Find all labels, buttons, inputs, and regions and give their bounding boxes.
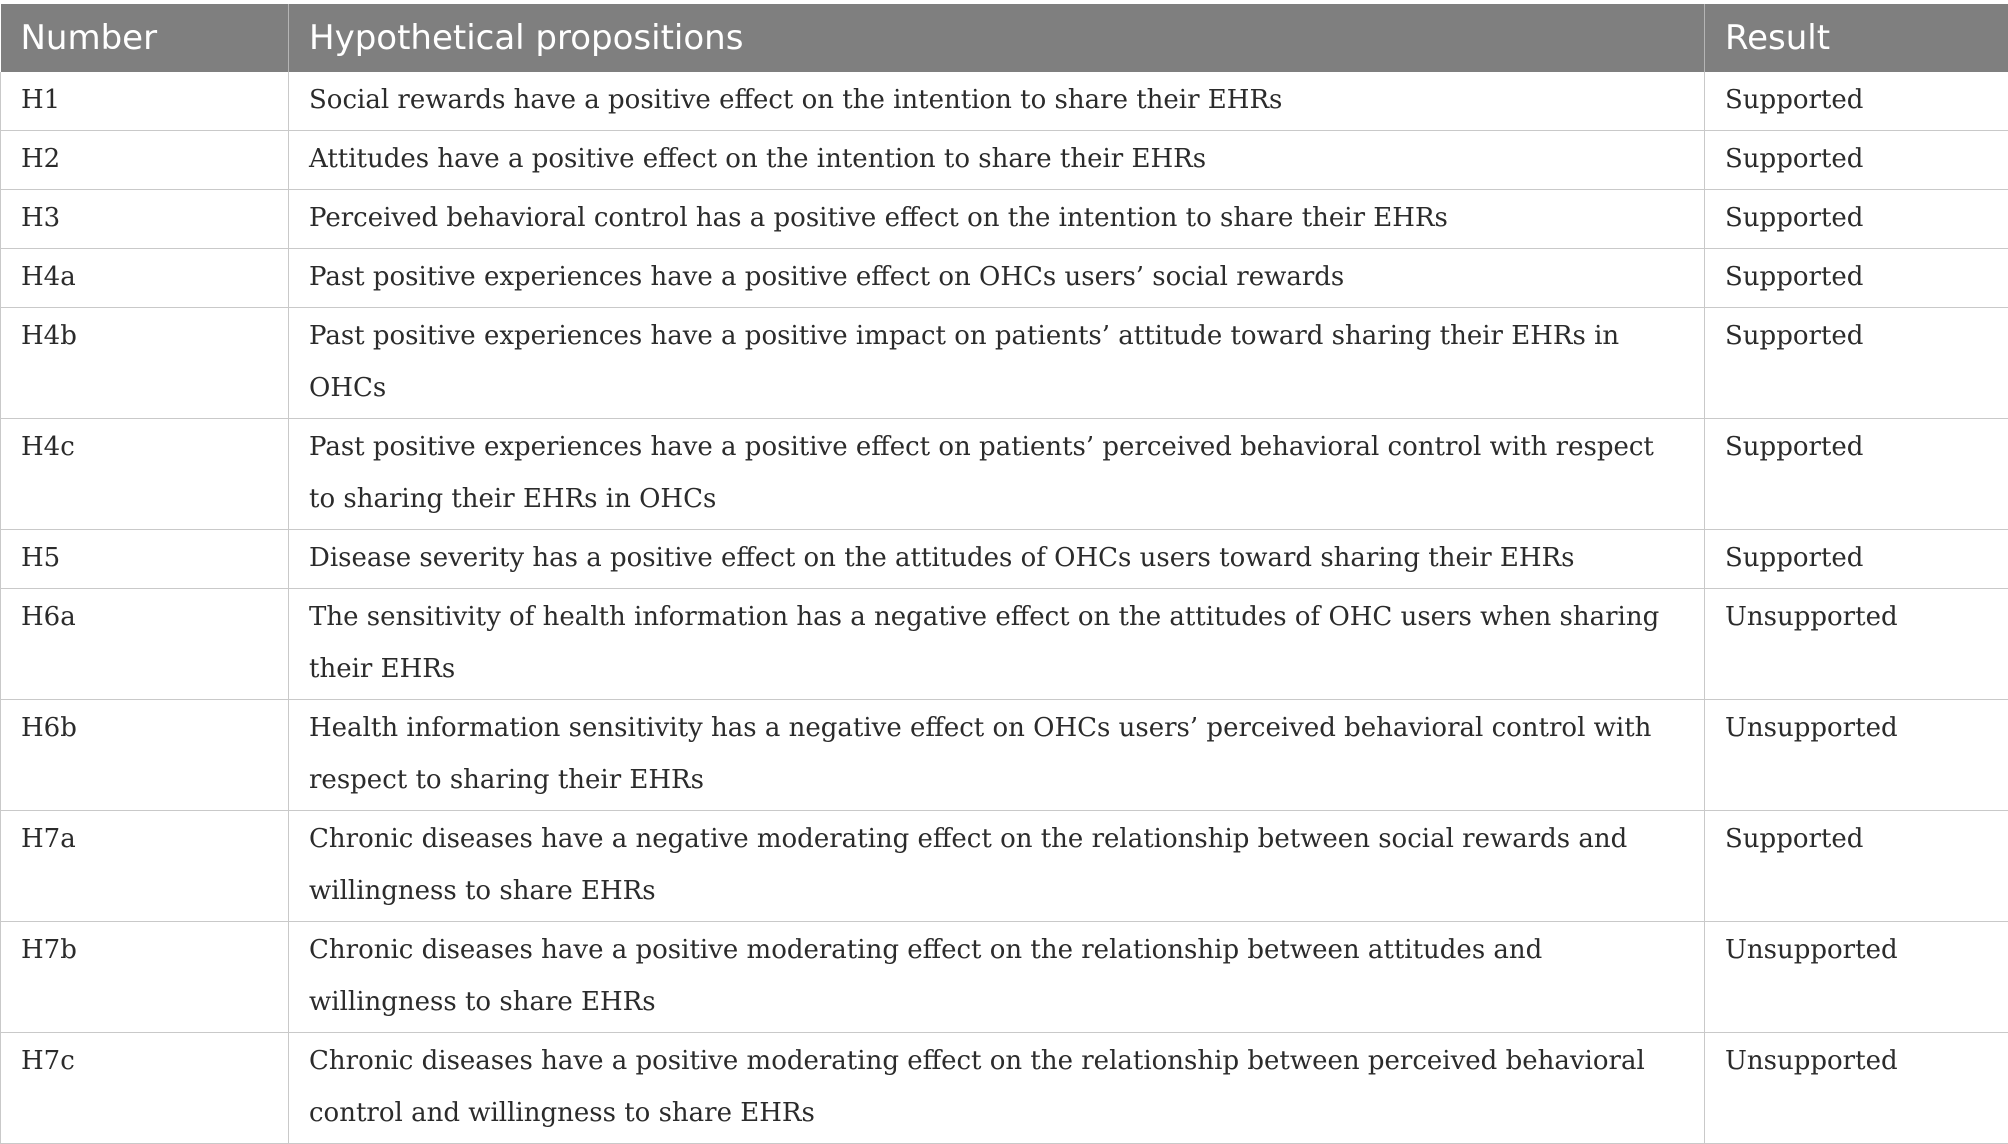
cell-proposition: Chronic diseases have a positive moderating effect on the relationship between attitudes and willingness to share EHRs bbox=[289, 922, 1705, 1033]
cell-result: Unsupported bbox=[1705, 700, 2008, 811]
cell-proposition: Perceived behavioral control has a positive effect on the intention to share their EHRs bbox=[289, 190, 1705, 249]
cell-proposition: The sensitivity of health information has a negative effect on the attitudes of OHC users when sharing their EHRs bbox=[289, 589, 1705, 700]
cell-proposition: Disease severity has a positive effect on the attitudes of OHCs users toward sharing their EHRs bbox=[289, 530, 1705, 589]
hypotheses-table-container bbox=[0, 4, 2008, 1144]
cell-proposition: Chronic diseases have a positive moderating effect on the relationship between perceived behavioral control and willingness to share EHRs bbox=[289, 1033, 1705, 1144]
cell-number: H6b bbox=[1, 700, 289, 811]
cell-number: H4b bbox=[1, 308, 289, 419]
table-row bbox=[1, 249, 2008, 308]
cell-result: Supported bbox=[1705, 249, 2008, 308]
table-row bbox=[1, 700, 2008, 811]
cell-result: Unsupported bbox=[1705, 922, 2008, 1033]
cell-number: H4c bbox=[1, 419, 289, 530]
cell-number: H2 bbox=[1, 131, 289, 190]
table-row bbox=[1, 308, 2008, 419]
cell-proposition: Past positive experiences have a positive effect on patients’ perceived behavioral control with respect to sharing their EHRs in OHCs bbox=[289, 419, 1705, 530]
cell-proposition: Chronic diseases have a negative moderating effect on the relationship between social rewards and willingness to share EHRs bbox=[289, 811, 1705, 922]
cell-result: Supported bbox=[1705, 308, 2008, 419]
table-header bbox=[1, 4, 2008, 72]
header-row bbox=[1, 4, 2008, 72]
cell-number: H6a bbox=[1, 589, 289, 700]
cell-number: H5 bbox=[1, 530, 289, 589]
cell-number: H7b bbox=[1, 922, 289, 1033]
cell-result: Supported bbox=[1705, 72, 2008, 131]
table-row bbox=[1, 530, 2008, 589]
cell-number: H3 bbox=[1, 190, 289, 249]
table-row bbox=[1, 131, 2008, 190]
cell-result: Supported bbox=[1705, 530, 2008, 589]
cell-proposition: Past positive experiences have a positive impact on patients’ attitude toward sharing their EHRs in OHCs bbox=[289, 308, 1705, 419]
hypotheses-table bbox=[0, 4, 2008, 1144]
cell-proposition: Health information sensitivity has a negative effect on OHCs users’ perceived behavioral control with respect to sharing their EHRs bbox=[289, 700, 1705, 811]
cell-result: Supported bbox=[1705, 190, 2008, 249]
cell-result: Supported bbox=[1705, 419, 2008, 530]
cell-number: H7c bbox=[1, 1033, 289, 1144]
cell-proposition: Attitudes have a positive effect on the intention to share their EHRs bbox=[289, 131, 1705, 190]
table-row bbox=[1, 72, 2008, 131]
header-number: Number bbox=[1, 4, 289, 72]
cell-proposition: Past positive experiences have a positive effect on OHCs users’ social rewards bbox=[289, 249, 1705, 308]
table-row bbox=[1, 922, 2008, 1033]
header-proposition: Hypothetical propositions bbox=[289, 4, 1705, 72]
cell-proposition: Social rewards have a positive effect on the intention to share their EHRs bbox=[289, 72, 1705, 131]
cell-result: Supported bbox=[1705, 131, 2008, 190]
cell-number: H4a bbox=[1, 249, 289, 308]
cell-number: H1 bbox=[1, 72, 289, 131]
table-row bbox=[1, 811, 2008, 922]
cell-result: Unsupported bbox=[1705, 1033, 2008, 1144]
table-row bbox=[1, 589, 2008, 700]
table-row bbox=[1, 190, 2008, 249]
cell-result: Supported bbox=[1705, 811, 2008, 922]
table-body bbox=[1, 72, 2008, 1144]
cell-result: Unsupported bbox=[1705, 589, 2008, 700]
table-row bbox=[1, 1033, 2008, 1144]
header-result: Result bbox=[1705, 4, 2008, 72]
table-row bbox=[1, 419, 2008, 530]
cell-number: H7a bbox=[1, 811, 289, 922]
